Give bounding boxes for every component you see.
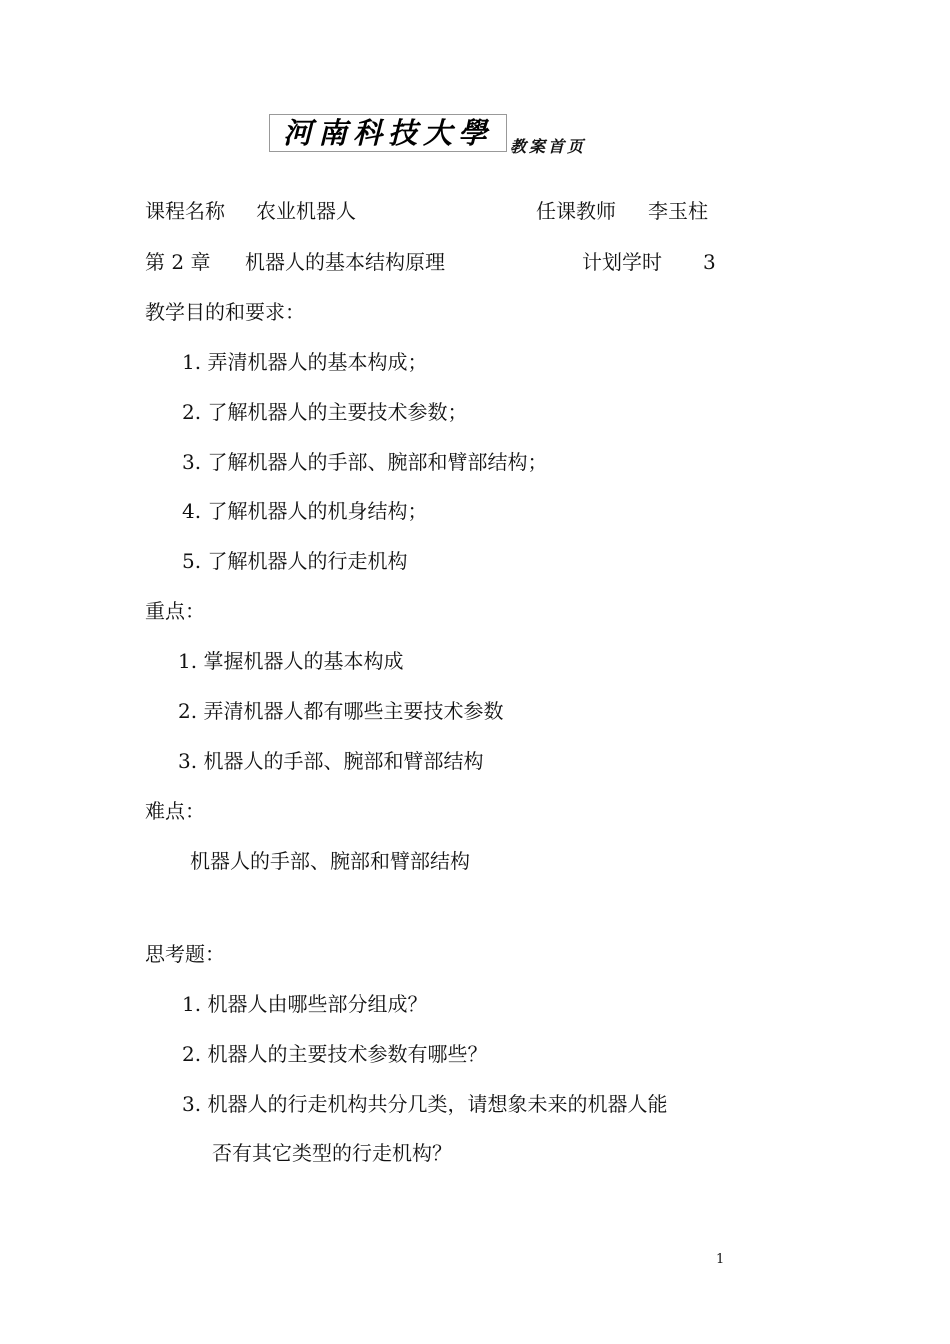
teacher-label: 任课教师 [536, 199, 616, 223]
course-name-label: 课程名称 [145, 199, 225, 223]
key-point-item: 3. 机器人的手部、腕部和臂部结构 [178, 749, 484, 773]
teacher-value: 李玉柱 [648, 199, 708, 223]
hours-label: 计划学时 [582, 250, 662, 274]
question-item-continuation: 否有其它类型的行走机构？ [212, 1141, 452, 1165]
university-logo [269, 114, 507, 152]
questions-heading: 思考题： [145, 942, 225, 966]
objective-item: 4. 了解机器人的机身结构； [182, 499, 428, 523]
course-name-value: 农业机器人 [256, 199, 356, 223]
difficulties-text: 机器人的手部、腕部和臂部结构 [190, 849, 470, 873]
question-item: 3. 机器人的行走机构共分几类，请想象未来的机器人能 [182, 1092, 668, 1116]
key-point-item: 1. 掌握机器人的基本构成 [178, 649, 404, 673]
objective-item: 5. 了解机器人的行走机构 [182, 549, 408, 573]
page-subtitle: 教案首页 [510, 137, 587, 156]
page-number: 1 [716, 1252, 725, 1267]
chapter-label: 第 2 章 [145, 250, 211, 274]
hours-value: 3 [703, 250, 716, 274]
question-item: 1. 机器人由哪些部分组成？ [182, 992, 428, 1016]
objective-item: 3. 了解机器人的手部、腕部和臂部结构； [182, 450, 548, 474]
chapter-title: 机器人的基本结构原理 [245, 250, 445, 274]
objective-item: 1. 弄清机器人的基本构成； [182, 350, 428, 374]
key-point-item: 2. 弄清机器人都有哪些主要技术参数 [178, 699, 504, 723]
university-logo-text: 河南科技大學 [282, 116, 493, 150]
objectives-heading: 教学目的和要求： [145, 300, 305, 324]
difficulties-heading: 难点： [145, 799, 205, 823]
objective-item: 2. 了解机器人的主要技术参数； [182, 400, 468, 424]
key-points-heading: 重点： [145, 599, 205, 623]
question-item: 2. 机器人的主要技术参数有哪些？ [182, 1042, 488, 1066]
